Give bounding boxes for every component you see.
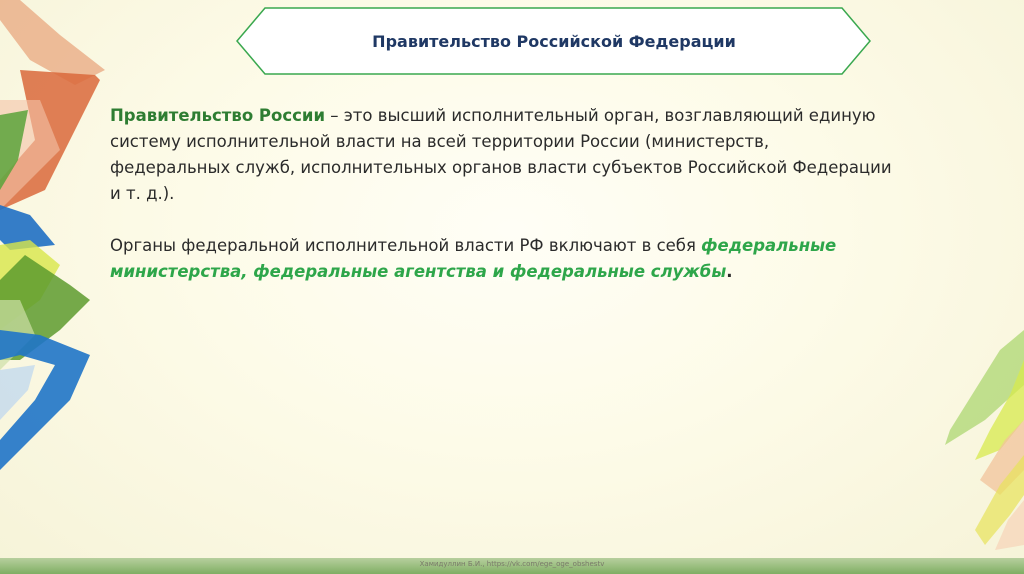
paragraph-government-definition (110, 103, 930, 207)
paragraph-federal-bodies (110, 233, 930, 285)
definition-line-2: систему исполнительной власти на всей территории России (министерств, (110, 132, 770, 151)
federal-bodies-emphasis-2: министерства, федеральные агентства и федеральные службы (110, 262, 727, 281)
federal-bodies-emphasis-1: федеральные (701, 236, 837, 255)
slide-title: Правительство Российской Федерации (372, 31, 736, 51)
slide-content (110, 103, 930, 311)
federal-bodies-text: Органы федеральной исполнительной власти РФ включают в себя (110, 236, 702, 255)
federal-bodies-period: . (726, 262, 733, 281)
term-government-russia: Правительство России (110, 106, 326, 125)
footer-credit: Хамидуллин Б.И., https://vk.com/ege_oge_obshestv (419, 560, 605, 568)
definition-line-3: федеральных служб, исполнительных органов власти субъектов Российской Федерации (110, 158, 892, 177)
definition-line-4: и т. д.). (110, 184, 175, 203)
definition-line-1: – это высший исполнительный орган, возглавляющий единую (325, 106, 876, 125)
